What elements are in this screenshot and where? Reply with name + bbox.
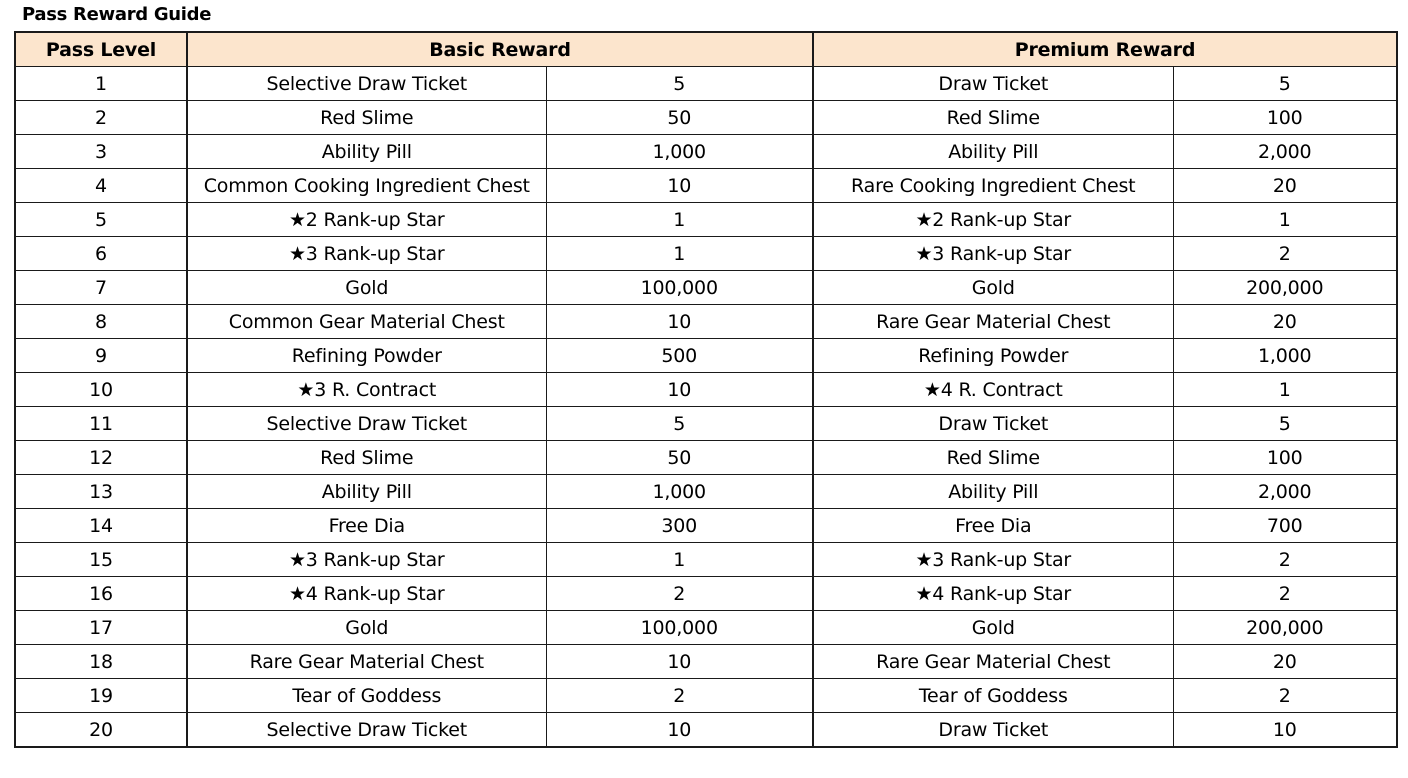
cell-basic-reward-item: Rare Gear Material Chest: [187, 645, 546, 679]
cell-pass-level: 1: [15, 67, 187, 101]
cell-basic-reward-item: ★4 Rank-up Star: [187, 577, 546, 611]
cell-premium-reward-item: ★3 Rank-up Star: [813, 237, 1173, 271]
cell-basic-reward-item: Red Slime: [187, 441, 546, 475]
header-basic-reward: Basic Reward: [187, 32, 813, 67]
cell-premium-reward-quantity: 20: [1173, 169, 1397, 203]
cell-premium-reward-item: Rare Cooking Ingredient Chest: [813, 169, 1173, 203]
cell-basic-reward-item: Free Dia: [187, 509, 546, 543]
cell-basic-reward-quantity: 50: [546, 101, 813, 135]
cell-basic-reward-item: Ability Pill: [187, 135, 546, 169]
cell-basic-reward-quantity: 2: [546, 577, 813, 611]
cell-basic-reward-item: ★2 Rank-up Star: [187, 203, 546, 237]
cell-premium-reward-item: Free Dia: [813, 509, 1173, 543]
cell-basic-reward-quantity: 10: [546, 713, 813, 748]
cell-basic-reward-quantity: 50: [546, 441, 813, 475]
cell-basic-reward-item: Common Gear Material Chest: [187, 305, 546, 339]
cell-basic-reward-quantity: 10: [546, 373, 813, 407]
cell-basic-reward-quantity: 10: [546, 169, 813, 203]
page-title: Pass Reward Guide: [22, 4, 212, 25]
cell-premium-reward-quantity: 1: [1173, 373, 1397, 407]
cell-basic-reward-item: Common Cooking Ingredient Chest: [187, 169, 546, 203]
cell-basic-reward-item: ★3 Rank-up Star: [187, 237, 546, 271]
cell-premium-reward-item: Red Slime: [813, 101, 1173, 135]
cell-premium-reward-item: Red Slime: [813, 441, 1173, 475]
cell-premium-reward-item: Draw Ticket: [813, 407, 1173, 441]
cell-pass-level: 7: [15, 271, 187, 305]
table-row: [15, 645, 1397, 679]
cell-pass-level: 5: [15, 203, 187, 237]
table-row: [15, 407, 1397, 441]
table-row: [15, 67, 1397, 101]
cell-pass-level: 18: [15, 645, 187, 679]
cell-basic-reward-item: Gold: [187, 611, 546, 645]
cell-premium-reward-item: ★4 R. Contract: [813, 373, 1173, 407]
cell-premium-reward-item: ★3 Rank-up Star: [813, 543, 1173, 577]
cell-premium-reward-item: ★2 Rank-up Star: [813, 203, 1173, 237]
table-row: [15, 305, 1397, 339]
cell-pass-level: 9: [15, 339, 187, 373]
cell-basic-reward-quantity: 300: [546, 509, 813, 543]
cell-premium-reward-item: Rare Gear Material Chest: [813, 305, 1173, 339]
cell-basic-reward-quantity: 10: [546, 645, 813, 679]
cell-pass-level: 15: [15, 543, 187, 577]
cell-basic-reward-quantity: 1: [546, 203, 813, 237]
cell-basic-reward-quantity: 1: [546, 237, 813, 271]
header-premium-reward: Premium Reward: [813, 32, 1397, 67]
cell-basic-reward-item: Selective Draw Ticket: [187, 407, 546, 441]
cell-pass-level: 19: [15, 679, 187, 713]
cell-premium-reward-quantity: 20: [1173, 645, 1397, 679]
cell-basic-reward-item: ★3 Rank-up Star: [187, 543, 546, 577]
table-header-row: [15, 32, 1397, 67]
table-body: [15, 67, 1397, 748]
table-row: [15, 441, 1397, 475]
cell-basic-reward-quantity: 100,000: [546, 271, 813, 305]
cell-premium-reward-quantity: 1,000: [1173, 339, 1397, 373]
cell-basic-reward-quantity: 10: [546, 305, 813, 339]
cell-premium-reward-item: Gold: [813, 611, 1173, 645]
cell-premium-reward-quantity: 200,000: [1173, 271, 1397, 305]
cell-premium-reward-quantity: 2,000: [1173, 135, 1397, 169]
cell-premium-reward-quantity: 200,000: [1173, 611, 1397, 645]
cell-basic-reward-item: Gold: [187, 271, 546, 305]
cell-basic-reward-quantity: 2: [546, 679, 813, 713]
cell-premium-reward-item: Rare Gear Material Chest: [813, 645, 1173, 679]
table-row: [15, 679, 1397, 713]
cell-pass-level: 2: [15, 101, 187, 135]
cell-pass-level: 12: [15, 441, 187, 475]
table-row: [15, 543, 1397, 577]
table-row: [15, 611, 1397, 645]
pass-reward-table: [14, 31, 1398, 748]
cell-premium-reward-item: Tear of Goddess: [813, 679, 1173, 713]
cell-basic-reward-item: Ability Pill: [187, 475, 546, 509]
table-row: [15, 101, 1397, 135]
table-row: [15, 475, 1397, 509]
cell-premium-reward-quantity: 2,000: [1173, 475, 1397, 509]
cell-premium-reward-item: Gold: [813, 271, 1173, 305]
cell-basic-reward-quantity: 1: [546, 543, 813, 577]
cell-pass-level: 13: [15, 475, 187, 509]
table-row: [15, 339, 1397, 373]
cell-basic-reward-quantity: 500: [546, 339, 813, 373]
cell-pass-level: 3: [15, 135, 187, 169]
table-row: [15, 135, 1397, 169]
cell-premium-reward-quantity: 5: [1173, 67, 1397, 101]
cell-basic-reward-item: Refining Powder: [187, 339, 546, 373]
cell-pass-level: 10: [15, 373, 187, 407]
table-row: [15, 237, 1397, 271]
cell-basic-reward-quantity: 100,000: [546, 611, 813, 645]
cell-basic-reward-quantity: 5: [546, 407, 813, 441]
cell-premium-reward-quantity: 5: [1173, 407, 1397, 441]
cell-premium-reward-quantity: 2: [1173, 577, 1397, 611]
cell-pass-level: 6: [15, 237, 187, 271]
cell-pass-level: 17: [15, 611, 187, 645]
cell-basic-reward-item: Selective Draw Ticket: [187, 67, 546, 101]
cell-premium-reward-item: Draw Ticket: [813, 67, 1173, 101]
table-row: [15, 373, 1397, 407]
cell-premium-reward-quantity: 700: [1173, 509, 1397, 543]
cell-premium-reward-quantity: 1: [1173, 203, 1397, 237]
cell-basic-reward-item: Tear of Goddess: [187, 679, 546, 713]
cell-basic-reward-quantity: 5: [546, 67, 813, 101]
table-row: [15, 577, 1397, 611]
cell-premium-reward-item: Ability Pill: [813, 135, 1173, 169]
header-pass-level: Pass Level: [15, 32, 187, 67]
cell-pass-level: 11: [15, 407, 187, 441]
cell-basic-reward-item: Selective Draw Ticket: [187, 713, 546, 748]
cell-basic-reward-item: ★3 R. Contract: [187, 373, 546, 407]
cell-premium-reward-quantity: 2: [1173, 237, 1397, 271]
cell-basic-reward-item: Red Slime: [187, 101, 546, 135]
cell-pass-level: 14: [15, 509, 187, 543]
cell-pass-level: 20: [15, 713, 187, 748]
cell-basic-reward-quantity: 1,000: [546, 135, 813, 169]
cell-premium-reward-quantity: 100: [1173, 101, 1397, 135]
table-row: [15, 509, 1397, 543]
table-row: [15, 271, 1397, 305]
cell-premium-reward-item: ★4 Rank-up Star: [813, 577, 1173, 611]
cell-premium-reward-item: Draw Ticket: [813, 713, 1173, 748]
cell-premium-reward-quantity: 100: [1173, 441, 1397, 475]
table-row: [15, 169, 1397, 203]
table-row: [15, 713, 1397, 748]
cell-premium-reward-quantity: 10: [1173, 713, 1397, 748]
cell-premium-reward-quantity: 20: [1173, 305, 1397, 339]
cell-premium-reward-item: Ability Pill: [813, 475, 1173, 509]
cell-pass-level: 16: [15, 577, 187, 611]
cell-basic-reward-quantity: 1,000: [546, 475, 813, 509]
cell-premium-reward-item: Refining Powder: [813, 339, 1173, 373]
cell-pass-level: 8: [15, 305, 187, 339]
cell-premium-reward-quantity: 2: [1173, 679, 1397, 713]
table-row: [15, 203, 1397, 237]
cell-premium-reward-quantity: 2: [1173, 543, 1397, 577]
cell-pass-level: 4: [15, 169, 187, 203]
